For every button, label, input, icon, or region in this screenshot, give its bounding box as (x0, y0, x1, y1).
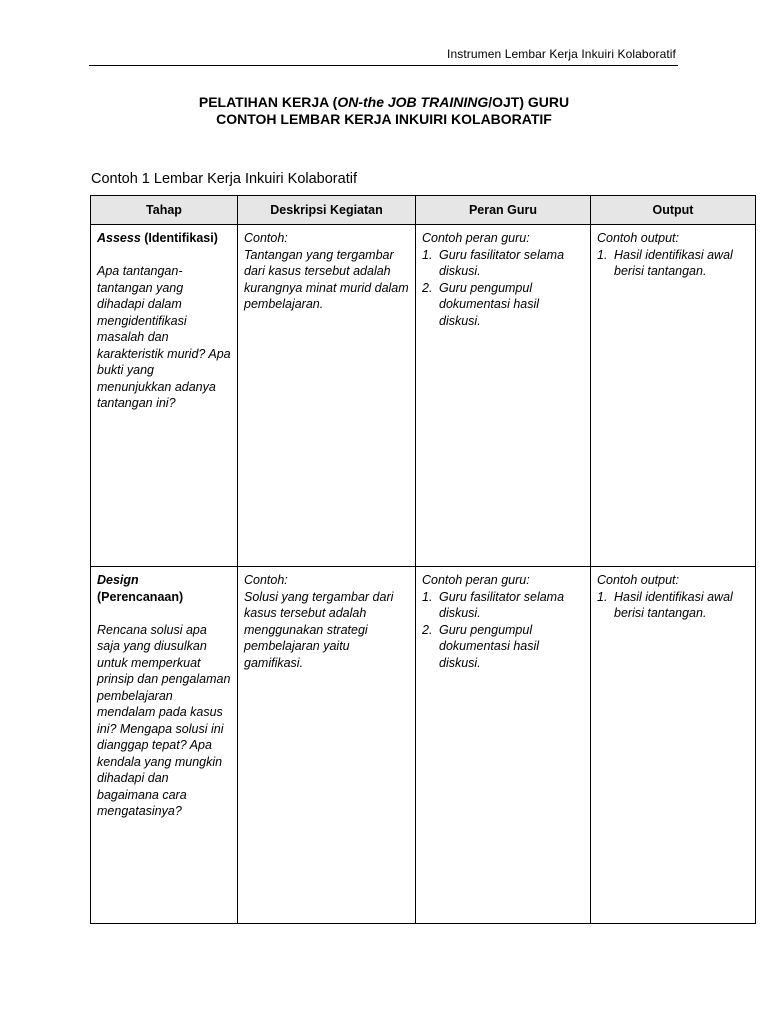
stage-heading: Assess (Identifikasi) (97, 231, 218, 245)
description-text: Tantangan yang tergambar dari kasus tersebut adalah kurangnya minat murid dalam pembelajaran. (244, 247, 409, 311)
stage-label: (Perencanaan) (97, 589, 184, 604)
header-rule (89, 65, 678, 66)
title-line-2: CONTOH LEMBAR KERJA INKUIRI KOLABORATIF (216, 111, 552, 127)
running-title: Instrumen Lembar Kerja Inkuiri Kolaboratif (447, 47, 676, 61)
description-label: Contoh: (244, 573, 288, 587)
stage-question: Apa tantangan-tantangan yang dihadapi dalam mengidentifikasi masalah dan karakteristik murid? Apa bukti yang menunjukkan adanya tantangan ini? (97, 264, 231, 410)
teacher-role-list (422, 589, 584, 672)
table-header-row (91, 196, 756, 225)
stage-cell (91, 225, 238, 567)
teacher-role-list (422, 247, 584, 330)
output-cell (591, 225, 756, 567)
header-deskripsi-kegiatan: Deskripsi Kegiatan (238, 196, 416, 225)
output-cell (591, 567, 756, 924)
teacher-role-cell (416, 225, 591, 567)
table-row (91, 567, 756, 924)
list-item: 2. Guru pengumpul dokumentasi hasil diskusi. (422, 280, 540, 328)
stage-cell (91, 567, 238, 924)
worksheet-table (90, 195, 756, 924)
stage-term: Design (97, 573, 139, 587)
stage-question: Rencana solusi apa saja yang diusulkan untuk memperkuat prinsip dan pengalaman pembelajaran mendalam pada kasus ini? Mengapa solusi ini dianggap tepat? Apa kendala yang mungkin dihadapi dan bagaimana cara mengatasinya? (97, 622, 231, 818)
header-tahap: Tahap (91, 196, 238, 225)
list-item: 2. Guru pengumpul dokumentasi hasil diskusi. (422, 622, 540, 670)
teacher-role-label: Contoh peran guru: (422, 573, 530, 587)
list-item: 1. Guru fasilitator selama diskusi. (422, 247, 565, 278)
description-text: Solusi yang tergambar dari kasus tersebut adalah menggunakan strategi pembelajaran yaitu gamifikasi. (244, 589, 394, 670)
table-row (91, 225, 756, 567)
document-title (0, 94, 768, 128)
list-item: 1. Hasil identifikasi awal berisi tantangan. (597, 247, 733, 278)
table-caption: Contoh 1 Lembar Kerja Inkuiri Kolaboratif (91, 171, 357, 187)
description-cell (238, 567, 416, 924)
description-label: Contoh: (244, 231, 288, 245)
output-label: Contoh output: (597, 573, 680, 587)
title-line-1: PELATIHAN KERJA (ON-the JOB TRAINING/OJT) GURU (198, 94, 570, 110)
list-item: 1. Guru fasilitator selama diskusi. (422, 589, 565, 620)
output-list (597, 247, 749, 280)
output-list (597, 589, 749, 622)
list-item: 1. Hasil identifikasi awal berisi tantangan. (597, 589, 733, 620)
teacher-role-label: Contoh peran guru: (422, 231, 530, 245)
description-cell (238, 225, 416, 567)
teacher-role-cell (416, 567, 591, 924)
header-peran-guru: Peran Guru (416, 196, 591, 225)
output-label: Contoh output: (597, 231, 680, 245)
header-output: Output (591, 196, 756, 225)
